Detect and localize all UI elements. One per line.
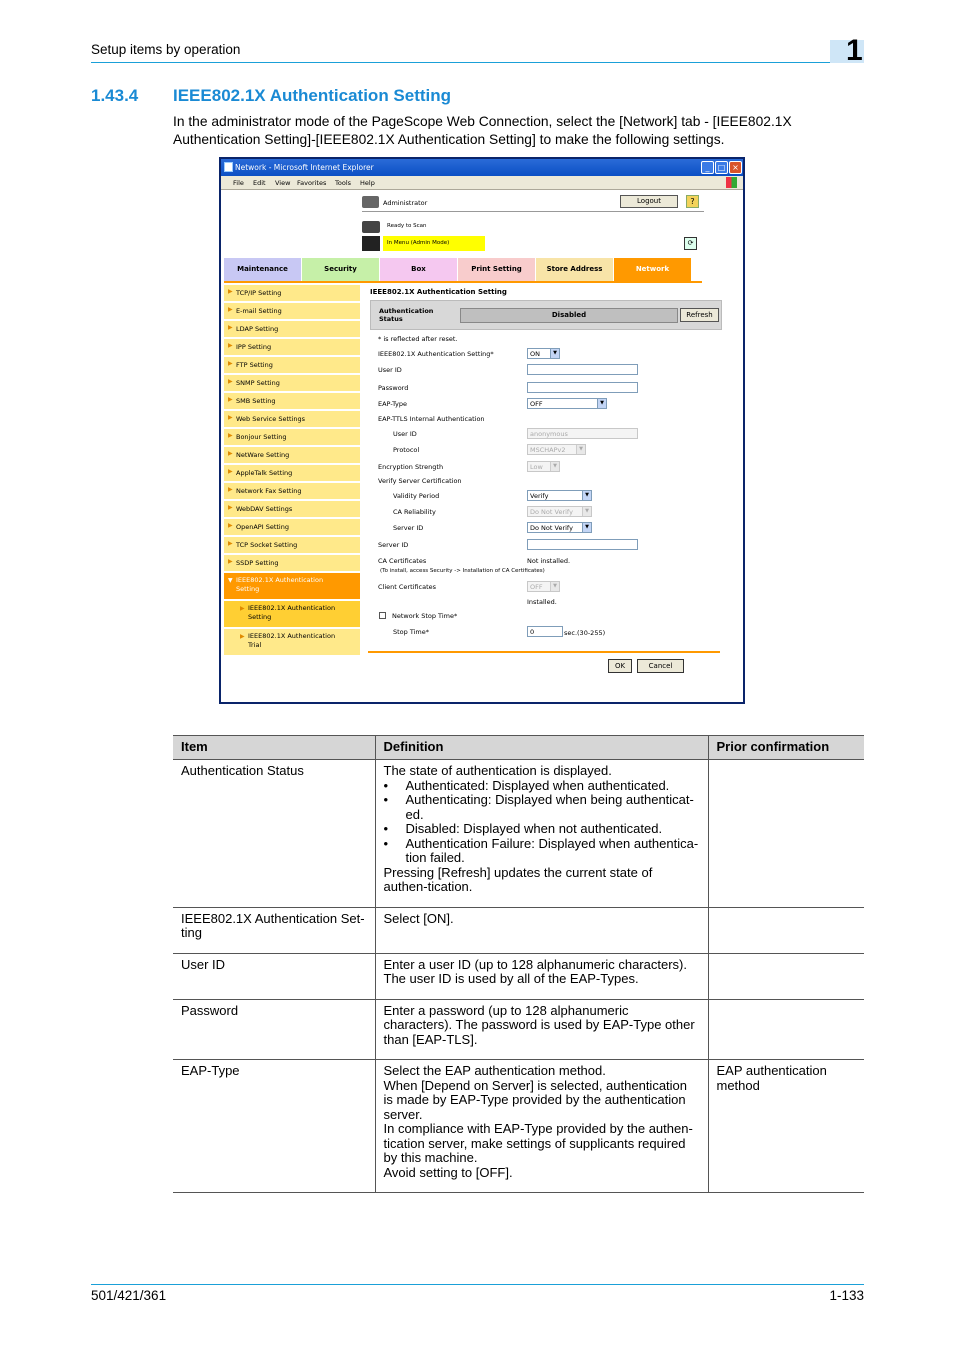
window-title: Network - Microsoft Internet Explorer: [235, 163, 374, 172]
ttls-userid-input[interactable]: anonymous: [527, 428, 638, 439]
arrow-icon: ▶: [228, 360, 233, 367]
sidebar-item-label: Trial: [248, 641, 262, 649]
mode-icon: [362, 236, 380, 251]
sidebar-item-label: Setting: [236, 585, 260, 593]
client-cert-select[interactable]: OFF ▼: [527, 581, 560, 592]
arrow-icon: ▶: [228, 414, 233, 421]
bullet-item: • Authentication Failure: Displayed when authentica-tion failed.: [383, 835, 699, 865]
row-item: User ID: [173, 953, 375, 999]
sidebar-item-label: IPP Setting: [236, 343, 272, 351]
chevron-down-icon: ▼: [576, 445, 585, 454]
server-id-label: Server ID: [393, 524, 424, 532]
row-prior: EAP authentication method: [708, 1060, 864, 1193]
window-titlebar: [221, 159, 743, 176]
sidebar-subitem-ieee-trial[interactable]: [224, 629, 360, 656]
chevron-down-icon: ▼: [582, 507, 591, 516]
admin-icon: [362, 196, 379, 208]
sidebar-item-label: OpenAPI Setting: [236, 523, 289, 531]
sidebar-item-label: Bonjour Setting: [236, 433, 287, 441]
tab-store-address[interactable]: Store Address: [536, 258, 613, 281]
tab-print-setting[interactable]: Print Setting: [458, 258, 535, 281]
chevron-down-icon: ▼: [597, 399, 606, 408]
tab-box[interactable]: Box: [380, 258, 457, 281]
mode-status: In Menu (Admin Mode): [383, 236, 485, 251]
protocol-select[interactable]: MSCHAPv2 ▼: [527, 444, 586, 455]
table-row: [173, 760, 864, 908]
tab-maintenance[interactable]: Maintenance: [224, 258, 301, 281]
cancel-button[interactable]: Cancel: [637, 659, 684, 673]
table-header-row: [173, 736, 864, 760]
chevron-down-icon: ▼: [582, 491, 591, 500]
tab-security[interactable]: Security: [302, 258, 379, 281]
arrow-icon: ▶: [240, 633, 245, 640]
sidebar-item-label: SMB Setting: [236, 397, 276, 405]
ca-reliability-label: CA Reliability: [393, 508, 436, 516]
footer-page-number: 1-133: [829, 1288, 864, 1303]
refresh-icon[interactable]: ⟳: [684, 237, 697, 250]
settings-table: [173, 735, 864, 1193]
row-definition: Enter a password (up to 128 alphanumeric characters). The password is used by EAP-Type other than [EAP-TLS].: [375, 999, 708, 1060]
row-definition: Select the EAP authentication method. When [Depend on Server] is selected, authentication is made by EAP-Type provided by the authentication server. In compliance with EAP-Type provided by the authen-tication server, make settings of supplicants required by this machine. Avoid setting to [OFF].: [375, 1060, 708, 1193]
eap-type-label: EAP-Type: [378, 400, 408, 408]
menu-bar: [221, 176, 743, 190]
menu-edit[interactable]: Edit: [253, 179, 266, 187]
validity-select[interactable]: Verify ▼: [527, 490, 592, 501]
ieee-setting-label: IEEE802.1X Authentication Setting*: [378, 350, 494, 358]
sidebar-item-ftp[interactable]: [224, 357, 360, 374]
sidebar-item-network-fax[interactable]: [224, 483, 360, 500]
server-id2-label: Server ID: [378, 541, 409, 549]
sidebar-item-ipp[interactable]: [224, 339, 360, 356]
sidebar-item-label: LDAP Setting: [236, 325, 279, 333]
header-rule: [91, 62, 864, 63]
client-cert-label: Client Certificates: [378, 583, 437, 591]
sidebar-item-label: NetWare Setting: [236, 451, 290, 459]
status-ready: Ready to Scan: [387, 223, 427, 229]
server-id-select[interactable]: Do Not Verify ▼: [527, 522, 592, 533]
windows-logo-icon: [726, 177, 737, 188]
section-title: IEEE802.1X Authentication Setting: [173, 86, 452, 105]
sidebar-item-label: Network Fax Setting: [236, 487, 302, 495]
auth-status-value: Disabled: [460, 308, 678, 323]
help-icon[interactable]: ?: [686, 195, 699, 208]
sidebar-item-label: WebDAV Settings: [236, 505, 293, 513]
table-row: [173, 907, 864, 953]
userid-input[interactable]: [527, 364, 638, 375]
arrow-icon: ▶: [228, 324, 233, 331]
encryption-select[interactable]: Low ▼: [527, 461, 560, 472]
ieee-setting-select[interactable]: ON ▼: [527, 348, 560, 359]
sidebar-item-label: TCP Socket Setting: [236, 541, 298, 549]
encryption-label: Encryption Strength: [378, 463, 444, 471]
sidebar-item-label: IEEE802.1X Authentication: [236, 576, 324, 584]
arrow-icon: ▶: [240, 605, 245, 612]
row-prior: [708, 760, 864, 908]
sidebar-item-appletalk[interactable]: [224, 465, 360, 482]
ca-cert-value: Not installed.: [527, 557, 571, 565]
menu-file[interactable]: File: [233, 179, 244, 187]
sidebar-item-bonjour[interactable]: [224, 429, 360, 446]
arrow-icon: ▶: [228, 540, 233, 547]
ca-reliability-select[interactable]: Do Not Verify ▼: [527, 506, 592, 517]
sidebar-item-webdav[interactable]: [224, 501, 360, 518]
ttls-userid-label: User ID: [393, 430, 417, 438]
arrow-icon: ▶: [228, 522, 233, 529]
row-item: Password: [173, 999, 375, 1060]
browser-screenshot: [219, 157, 745, 704]
ca-cert-note: (To install, access Security -> Installation of CA Certificates): [380, 568, 545, 574]
row-definition: [375, 760, 708, 908]
header-definition: Definition: [375, 736, 708, 760]
row-prior: [708, 999, 864, 1060]
table-row: [173, 953, 864, 999]
sidebar-item-label: SNMP Setting: [236, 379, 280, 387]
auth-status-label: Authentication Status: [379, 307, 434, 323]
client-cert-installed: Installed.: [527, 598, 557, 606]
menu-help[interactable]: Help: [360, 179, 375, 187]
arrow-icon: ▶: [228, 306, 233, 313]
chevron-down-icon: ▼: [550, 349, 559, 358]
sidebar-item-label: Setting: [248, 613, 272, 621]
sidebar-item-openapi[interactable]: [224, 519, 360, 536]
sidebar-item-web-service[interactable]: [224, 411, 360, 428]
row-prior: [708, 953, 864, 999]
sidebar-item-label: TCP/IP Setting: [236, 289, 282, 297]
row-definition: Select [ON].: [375, 907, 708, 953]
arrow-icon: ▶: [228, 432, 233, 439]
close-icon[interactable]: ×: [729, 161, 742, 174]
arrow-icon: ▶: [228, 342, 233, 349]
validity-label: Validity Period: [393, 492, 440, 500]
sidebar-subitem-ieee-setting[interactable]: [224, 601, 360, 628]
running-header: Setup items by operation: [91, 42, 241, 57]
chevron-down-icon: ▼: [550, 462, 559, 471]
sidebar-item-label: Web Service Settings: [236, 415, 305, 423]
arrow-icon: ▶: [228, 486, 233, 493]
sidebar-item-netware[interactable]: [224, 447, 360, 464]
sidebar-item-tcpip[interactable]: [224, 285, 360, 302]
admin-label: Administrator: [383, 199, 428, 207]
ttls-label: EAP-TTLS Internal Authentication: [378, 415, 485, 423]
reset-note: * is reflected after reset.: [378, 335, 458, 343]
menu-tools[interactable]: Tools: [335, 179, 352, 187]
sidebar-item-label: AppleTalk Setting: [236, 469, 293, 477]
arrow-icon: ▶: [228, 558, 233, 565]
userid-label: User ID: [378, 366, 402, 374]
sidebar-item-label: IEEE802.1X Authentication: [248, 632, 336, 640]
sidebar-item-ieee8021x[interactable]: [224, 573, 360, 600]
arrow-icon: ▶: [228, 396, 233, 403]
refresh-button[interactable]: Refresh: [680, 308, 719, 322]
arrow-icon: ▶: [228, 450, 233, 457]
logout-button[interactable]: Logout: [620, 195, 678, 208]
arrow-icon: ▶: [228, 378, 233, 385]
header-prior-confirmation: Prior confirmation: [708, 736, 864, 760]
bullet-item: • Authenticating: Displayed when being authenticat-ed.: [383, 792, 694, 822]
header-item: Item: [173, 736, 375, 760]
minimize-icon[interactable]: _: [701, 161, 714, 174]
sidebar-item-snmp[interactable]: [224, 375, 360, 392]
arrow-icon: ▶: [228, 468, 233, 475]
definition-text: Pressing [Refresh] updates the current state of authen-tication.: [383, 864, 653, 894]
pane-divider: [368, 651, 720, 653]
protocol-label: Protocol: [393, 446, 420, 454]
pane-title: IEEE802.1X Authentication Setting: [370, 288, 507, 296]
sidebar-item-ssdp[interactable]: [224, 555, 360, 572]
stop-time-unit: sec.(30-255): [564, 629, 606, 637]
footer-rule: [91, 1284, 864, 1285]
eap-type-select[interactable]: OFF ▼: [527, 398, 607, 409]
password-label: Password: [378, 384, 409, 392]
menu-favorites[interactable]: Favorites: [297, 179, 327, 187]
sidebar-item-label: E-mail Setting: [236, 307, 282, 315]
arrow-icon: ▶: [228, 288, 233, 295]
server-id-input[interactable]: [527, 539, 638, 550]
sidebar-item-smb[interactable]: [224, 393, 360, 410]
admin-divider: [362, 211, 704, 212]
footer-model: 501/421/361: [91, 1288, 167, 1303]
printer-icon: [362, 221, 380, 233]
sidebar-item-label: FTP Setting: [236, 361, 273, 369]
chapter-number: 1: [846, 34, 863, 67]
row-item: Authentication Status: [173, 760, 375, 908]
definition-text: The state of authentication is displayed.: [383, 763, 612, 778]
table-row: [173, 999, 864, 1060]
auth-status-box: [370, 300, 722, 330]
sidebar-item-email[interactable]: [224, 303, 360, 320]
row-definition: Enter a user ID (up to 128 alphanumeric characters). The user ID is used by all of the EAP-Types.: [375, 953, 708, 999]
bullet-item: • Disabled: Displayed when not authenticated.: [383, 821, 663, 836]
sidebar-item-label: IEEE802.1X Authentication: [248, 604, 336, 612]
row-item: EAP-Type: [173, 1060, 375, 1193]
tab-network[interactable]: Network: [614, 258, 691, 281]
row-prior: [708, 907, 864, 953]
menu-view[interactable]: View: [275, 179, 291, 187]
ie-icon: [224, 162, 233, 172]
sidebar-item-label: SSDP Setting: [236, 559, 279, 567]
verify-cert-label: Verify Server Certification: [378, 477, 462, 485]
arrow-icon: ▶: [228, 504, 233, 511]
network-stop-label: Network Stop Time*: [392, 612, 458, 620]
chevron-down-icon: ▼: [582, 523, 591, 532]
maximize-icon[interactable]: □: [715, 161, 728, 174]
row-item: IEEE802.1X Authentication Set-ting: [173, 907, 375, 953]
stop-time-input[interactable]: 0: [527, 626, 563, 637]
network-stop-checkbox[interactable]: [379, 612, 386, 619]
tab-underline: [224, 281, 702, 283]
table-row: [173, 1060, 864, 1193]
intro-paragraph: In the administrator mode of the PageScope Web Connection, select the [Network] tab - [IEEE802.1X Authentication Setting]-[IEEE802.1X Authentication Setting] to make the following settings.: [173, 114, 792, 147]
chevron-down-icon: ▼: [550, 582, 559, 591]
sidebar-item-ldap[interactable]: [224, 321, 360, 338]
sidebar-item-tcp-socket[interactable]: [224, 537, 360, 554]
ok-button[interactable]: OK: [608, 659, 632, 673]
password-input[interactable]: [527, 382, 638, 393]
arrow-down-icon: ▼: [228, 577, 233, 584]
section-number: 1.43.4: [91, 86, 139, 105]
bullet-item: • Authenticated: Displayed when authenticated.: [383, 777, 670, 793]
ca-cert-label: CA Certificates: [378, 557, 427, 565]
stop-time-label: Stop Time*: [393, 628, 430, 636]
